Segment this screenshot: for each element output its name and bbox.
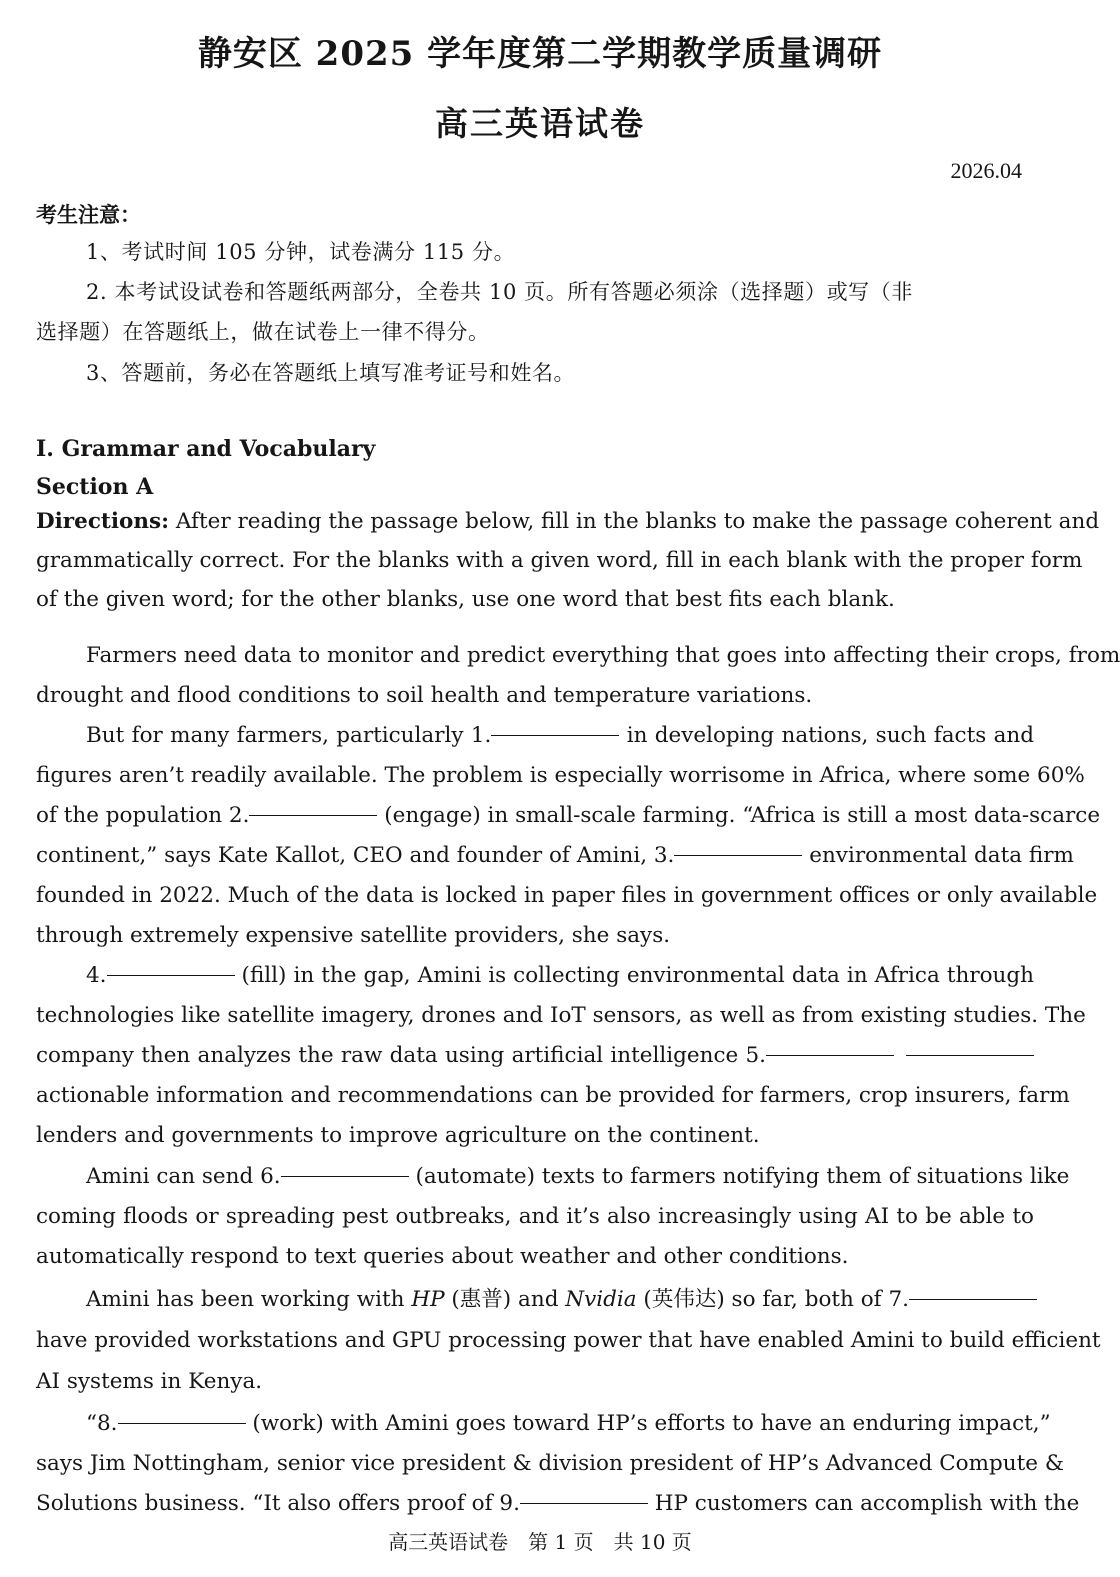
p4-line-1: Amini can send 6. (automate) texts to farmers notifying them of situations like bbox=[86, 1164, 1070, 1189]
p2-line-4: continent,” says Kate Kallot, CEO and founder of Amini, 3. environmental data firm bbox=[36, 843, 1074, 868]
exam-title: 静安区 2025 学年度第二学期教学质量调研 bbox=[197, 34, 883, 74]
p2-line-1: But for many farmers, particularly 1. in developing nations, such facts and bbox=[86, 723, 1034, 748]
blank-3 bbox=[674, 854, 802, 856]
p2-line-2: figures aren’t readily available. The problem is especially worrisome in Africa, where some 60% bbox=[36, 763, 1085, 788]
p3-line-2: technologies like satellite imagery, drones and IoT sensors, as well as from existing studies. The bbox=[36, 1003, 1086, 1028]
p6-line-1: “8. (work) with Amini goes toward HP’s efforts to have an enduring impact,” bbox=[86, 1411, 1051, 1436]
directions-line-1: Directions: After reading the passage below, fill in the blanks to make the passage coherent and bbox=[36, 509, 1100, 534]
p3-line-3: company then analyzes the raw data using artificial intelligence 5. bbox=[36, 1036, 1034, 1076]
p5-line-3: AI systems in Kenya. bbox=[36, 1369, 263, 1394]
part-heading: I. Grammar and Vocabulary bbox=[36, 436, 376, 462]
p3-line-4: actionable information and recommendations can be provided for farmers, crop insurers, farm bbox=[36, 1083, 1070, 1108]
blank-2 bbox=[249, 814, 377, 816]
p3-line-1: 4. (fill) in the gap, Amini is collecting environmental data in Africa through bbox=[86, 963, 1034, 988]
p2-line-5: founded in 2022. Much of the data is locked in paper files in government offices or only available bbox=[36, 883, 1098, 908]
exam-subtitle: 高三英语试卷 bbox=[435, 104, 645, 143]
blank-7 bbox=[909, 1298, 1037, 1300]
p2-line-6: through extremely expensive satellite providers, she says. bbox=[36, 923, 671, 948]
p5-line-1: Amini has been working with HP (惠普) and Nvidia (英伟达) so far, both of 7. bbox=[86, 1280, 1034, 1320]
p6-line-2: says Jim Nottingham, senior vice president & division president of HP’s Advanced Compute & bbox=[36, 1451, 1064, 1476]
notice-heading: 考生注意： bbox=[36, 202, 141, 227]
p6-line-3: Solutions business. “It also offers proof of 9. HP customers can accomplish with the bbox=[36, 1491, 1080, 1516]
blank-5a bbox=[766, 1054, 894, 1056]
notice-item-2: 2. 本考试设试卷和答题纸两部分，全卷共 10 页。所有答题必须涂（选择题）或写（非 bbox=[86, 280, 913, 304]
p4-line-3: automatically respond to text queries about weather and other conditions. bbox=[36, 1244, 849, 1269]
notice-item-1: 1、考试时间 105 分钟，试卷满分 115 分。 bbox=[86, 240, 516, 264]
exam-date: 2026.04 bbox=[950, 158, 1022, 183]
p1-line-1: Farmers need data to monitor and predict everything that goes into affecting their crops, from bbox=[86, 643, 1120, 668]
blank-1 bbox=[491, 734, 619, 736]
notice-item-3: 3、答题前，务必在答题纸上填写准考证号和姓名。 bbox=[86, 361, 576, 385]
blank-5b bbox=[906, 1054, 1034, 1056]
blank-8 bbox=[118, 1422, 246, 1424]
blank-6 bbox=[281, 1175, 409, 1177]
directions-line-2: grammatically correct. For the blanks with a given word, fill in each blank with the proper form bbox=[36, 548, 1083, 573]
directions-line-3: of the given word; for the other blanks, use one word that best fits each blank. bbox=[36, 587, 895, 612]
directions-label: Directions: bbox=[36, 509, 170, 534]
p3-line-5: lenders and governments to improve agriculture on the continent. bbox=[36, 1123, 760, 1148]
p1-line-2: drought and flood conditions to soil health and temperature variations. bbox=[36, 683, 813, 708]
blank-4 bbox=[107, 974, 235, 976]
p4-line-2: coming floods or spreading pest outbreaks, and it’s also increasingly using AI to be able to bbox=[36, 1204, 1034, 1229]
notice-item-2-cont: 选择题）在答题纸上，做在试卷上一律不得分。 bbox=[36, 320, 490, 344]
page-footer: 高三英语试卷 第 1 页 共 10 页 bbox=[388, 1530, 692, 1554]
section-heading: Section A bbox=[36, 474, 154, 500]
blank-9 bbox=[520, 1502, 648, 1504]
p5-line-2: have provided workstations and GPU processing power that have enabled Amini to build efficient bbox=[36, 1328, 1101, 1353]
p2-line-3: of the population 2. (engage) in small-scale farming. “Africa is still a most data-scarce bbox=[36, 803, 1101, 828]
